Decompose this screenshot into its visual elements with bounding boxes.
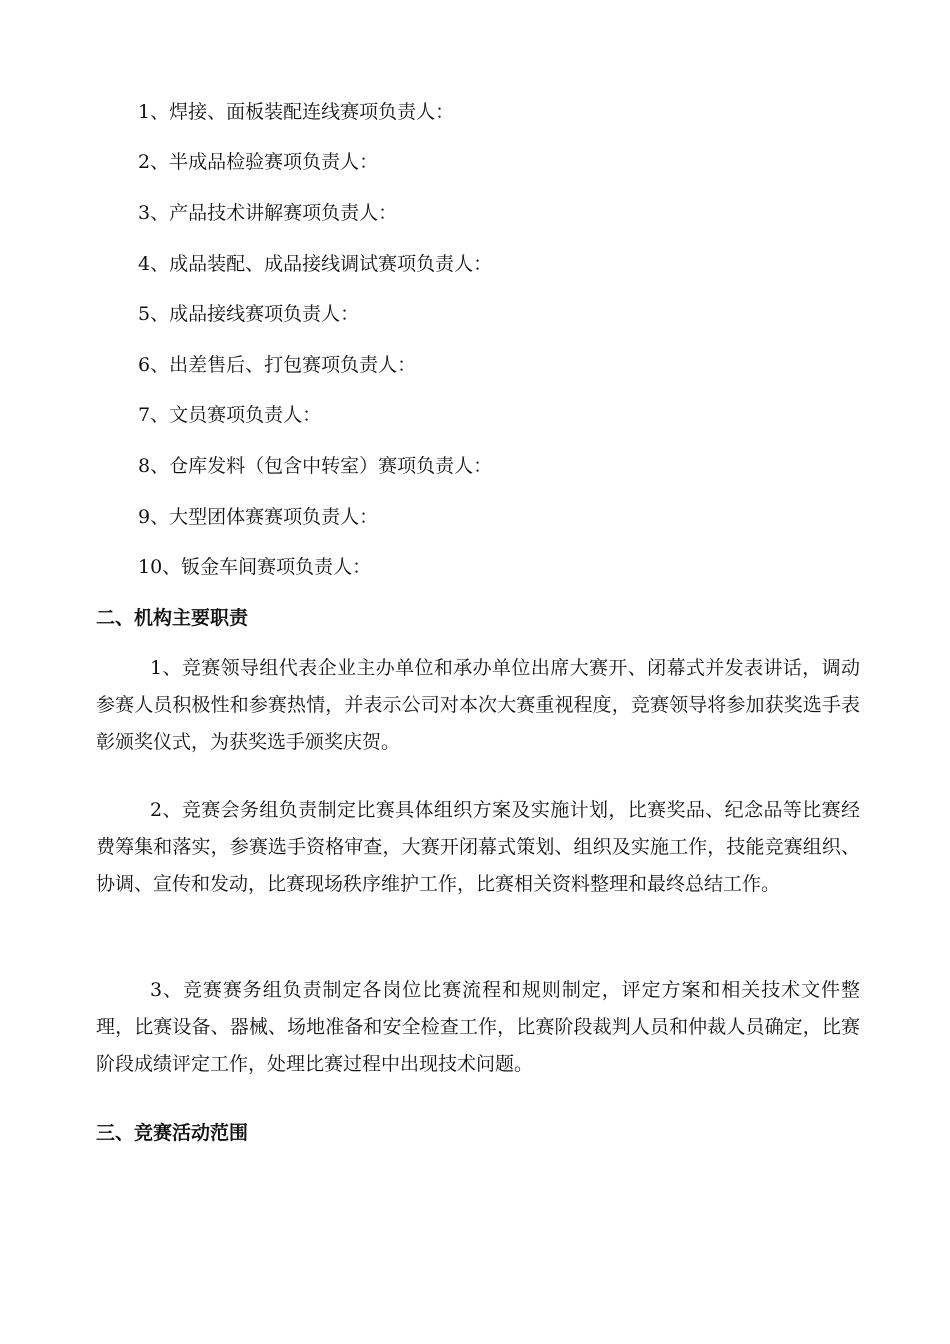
list-item-4: 4、成品装配、成品接线调试赛项负责人： (138, 253, 493, 275)
list-item-8: 8、仓库发料（包含中转室）赛项负责人： (138, 455, 493, 477)
paragraph-1: 1、竞赛领导组代表企业主办单位和承办单位出席大赛开、闭幕式并发表讲话，调动参赛人员积极性和参赛热情，并表示公司对本次大赛重视程度，竞赛领导将参加获奖选手表彰颁奖仪式，为获奖选手颁奖庆贺。 (96, 657, 860, 753)
section-heading-3: 三、竞赛活动范围 (96, 1122, 249, 1144)
list-item-3: 3、产品技术讲解赛项负责人： (138, 202, 398, 224)
section-heading-2: 二、机构主要职责 (96, 607, 249, 629)
list-item-9: 9、大型团体赛赛项负责人： (138, 506, 379, 528)
list-item-5: 5、成品接线赛项负责人： (138, 303, 360, 325)
list-item-7: 7、文员赛项负责人： (138, 404, 322, 426)
list-item-2: 2、半成品检验赛项负责人： (138, 151, 379, 173)
list-item-10: 10、钣金车间赛项负责人： (138, 556, 372, 578)
list-item-1: 1、焊接、面板装配连线赛项负责人： (138, 101, 455, 123)
paragraph-3: 3、竞赛赛务组负责制定各岗位比赛流程和规则制定，评定方案和相关技术文件整理，比赛设备、器械、场地准备和安全检查工作，比赛阶段裁判人员和仲裁人员确定，比赛阶段成绩评定工作，处理比赛过程中出现技术问题。 (96, 979, 860, 1075)
paragraph-2: 2、竞赛会务组负责制定比赛具体组织方案及实施计划，比赛奖品、纪念品等比赛经费筹集和落实，参赛选手资格审查，大赛开闭幕式策划、组织及实施工作，技能竞赛组织、协调、宣传和发动，比赛现场秩序维护工作，比赛相关资料整理和最终总结工作。 (96, 799, 860, 895)
list-item-6: 6、出差售后、打包赛项负责人： (138, 354, 417, 376)
